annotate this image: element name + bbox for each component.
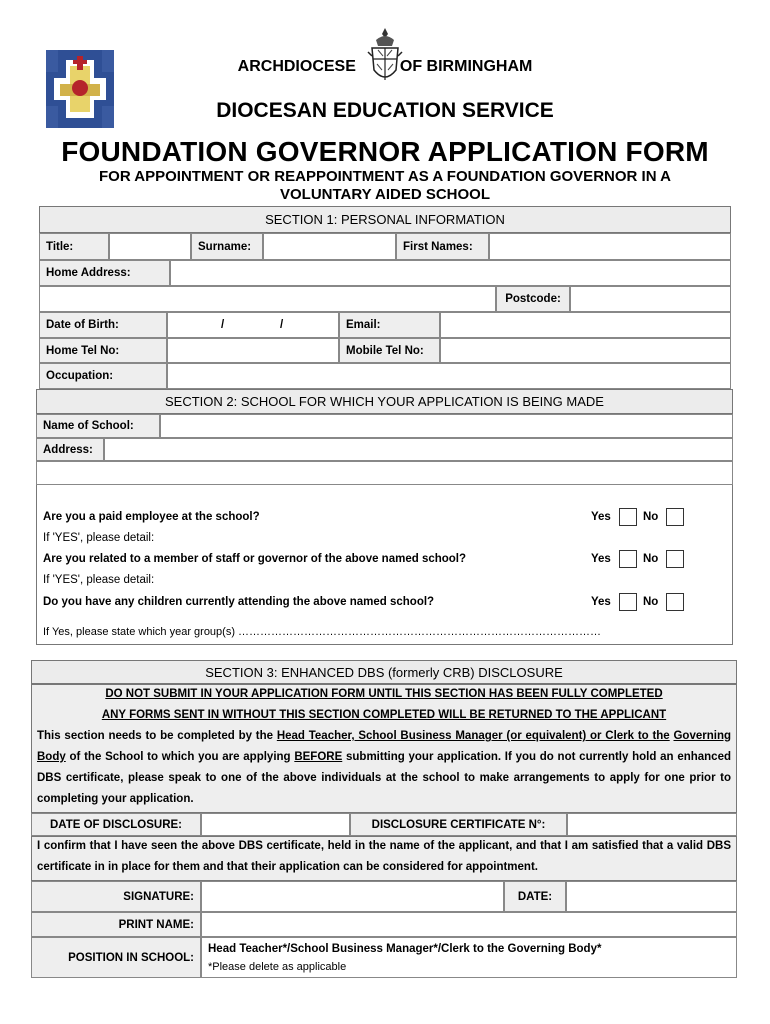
occupation-label: Occupation: [39,363,167,389]
q2-no-checkbox[interactable] [666,550,684,568]
first-names-field[interactable] [489,233,731,260]
confirmation-text: I confirm that I have seen the above DBS certificate, held in the name of the applicant, and that I am satisfied that a valid DBS certificate in in place for them and that their application can be considered for appointment. [37,840,731,873]
home-tel-label: Home Tel No: [39,338,167,363]
q1-yes-label: Yes [591,511,611,523]
home-address-line2[interactable] [39,286,496,312]
surname-label: Surname: [191,233,263,260]
date-label: DATE: [504,881,566,912]
q2-text: Are you related to a member of staff or governor of the above named school? [43,553,467,565]
email-field[interactable] [440,312,731,338]
title-field[interactable] [109,233,191,260]
school-address-label: Address: [36,438,104,461]
mobile-tel-label: Mobile Tel No: [339,338,440,363]
section2-heading: SECTION 2: SCHOOL FOR WHICH YOUR APPLICATION IS BEING MADE [36,389,733,414]
dob-separator-1: / [221,319,225,331]
title-label: Title: [39,233,109,260]
print-name-label: PRINT NAME: [31,912,201,937]
date-of-disclosure-label: DATE OF DISCLOSURE: [31,813,201,836]
home-address-label: Home Address: [39,260,170,286]
certificate-number-label: DISCLOSURE CERTIFICATE N°: [350,813,567,836]
school-address-line2[interactable] [36,461,733,485]
position-label: POSITION IN SCHOOL: [31,937,201,978]
q3-text: Do you have any children currently attending the above named school? [43,596,435,608]
position-note: *Please delete as applicable [208,961,347,973]
certificate-number-field[interactable] [567,813,737,836]
page-subtitle: FOR APPOINTMENT OR REAPPOINTMENT AS A FOUNDATION GOVERNOR IN A VOLUNTARY AIDED SCHOOL [99,168,671,203]
email-label: Email: [339,312,440,338]
q1-yes-checkbox[interactable] [619,508,637,526]
signature-field[interactable] [201,881,504,912]
postcode-field[interactable] [570,286,731,312]
home-tel-field[interactable] [167,338,339,363]
occupation-field[interactable] [167,363,731,389]
q3-no-checkbox[interactable] [666,593,684,611]
signature-label: SIGNATURE: [31,881,201,912]
position-field[interactable] [201,937,737,978]
position-options: Head Teacher*/School Business Manager*/Clerk to the Governing Body* [208,943,602,955]
archdiocese-heading: ARCHDIOCESE OF BIRMINGHAM [237,58,533,75]
q2-yes-checkbox[interactable] [619,550,637,568]
school-name-field[interactable] [160,414,733,438]
postcode-label: Postcode: [496,286,570,312]
school-address-field[interactable] [104,438,733,461]
q1-no-label: No [643,511,659,523]
service-heading: DIOCESAN EDUCATION SERVICE [216,99,554,122]
warning-line-1: DO NOT SUBMIT IN YOUR APPLICATION FORM UNTIL THIS SECTION HAS BEEN FULLY COMPLETED [105,688,663,700]
q2-detail: If 'YES', please detail: [43,574,155,586]
q1-no-checkbox[interactable] [666,508,684,526]
dob-label: Date of Birth: [39,312,167,338]
q2-no-label: No [643,553,659,565]
surname-field[interactable] [263,233,396,260]
date-of-disclosure-field[interactable] [201,813,350,836]
print-name-field[interactable] [201,912,737,937]
mobile-tel-field[interactable] [440,338,731,363]
school-name-label: Name of School: [36,414,160,438]
q2-yes-label: Yes [591,553,611,565]
q3-yes-label: Yes [591,596,611,608]
section3-heading: SECTION 3: ENHANCED DBS (formerly CRB) DISCLOSURE [31,660,737,684]
q3-yes-checkbox[interactable] [619,593,637,611]
archdiocese-crest-icon [366,26,404,90]
dob-separator-2: / [280,319,284,331]
q3-no-label: No [643,596,659,608]
home-address-field[interactable] [170,260,731,286]
dob-field[interactable] [167,312,339,338]
section1-heading: SECTION 1: PERSONAL INFORMATION [39,206,731,233]
q1-detail: If 'YES', please detail: [43,532,155,544]
date-field[interactable] [566,881,737,912]
first-names-label: First Names: [396,233,489,260]
dbs-instructions: This section needs to be completed by the Head Teacher, School Business Manager (or equivalent) or Clerk to the Governing Body of the School to which you are applying BEFORE submitting your application. If you do not currently hold an enhanced DBS certificate, please speak to one of the above individuals at the school to make arrangements to apply for one prior to completing your application. [37,730,731,805]
q1-text: Are you a paid employee at the school? [43,511,260,523]
warning-line-2: ANY FORMS SENT IN WITHOUT THIS SECTION COMPLETED WILL BE RETURNED TO THE APPLICANT [101,709,667,721]
q3-detail: If Yes, please state which year group(s) ……………………………………………………………………………………… [43,626,602,638]
page-title: FOUNDATION GOVERNOR APPLICATION FORM [61,136,709,167]
